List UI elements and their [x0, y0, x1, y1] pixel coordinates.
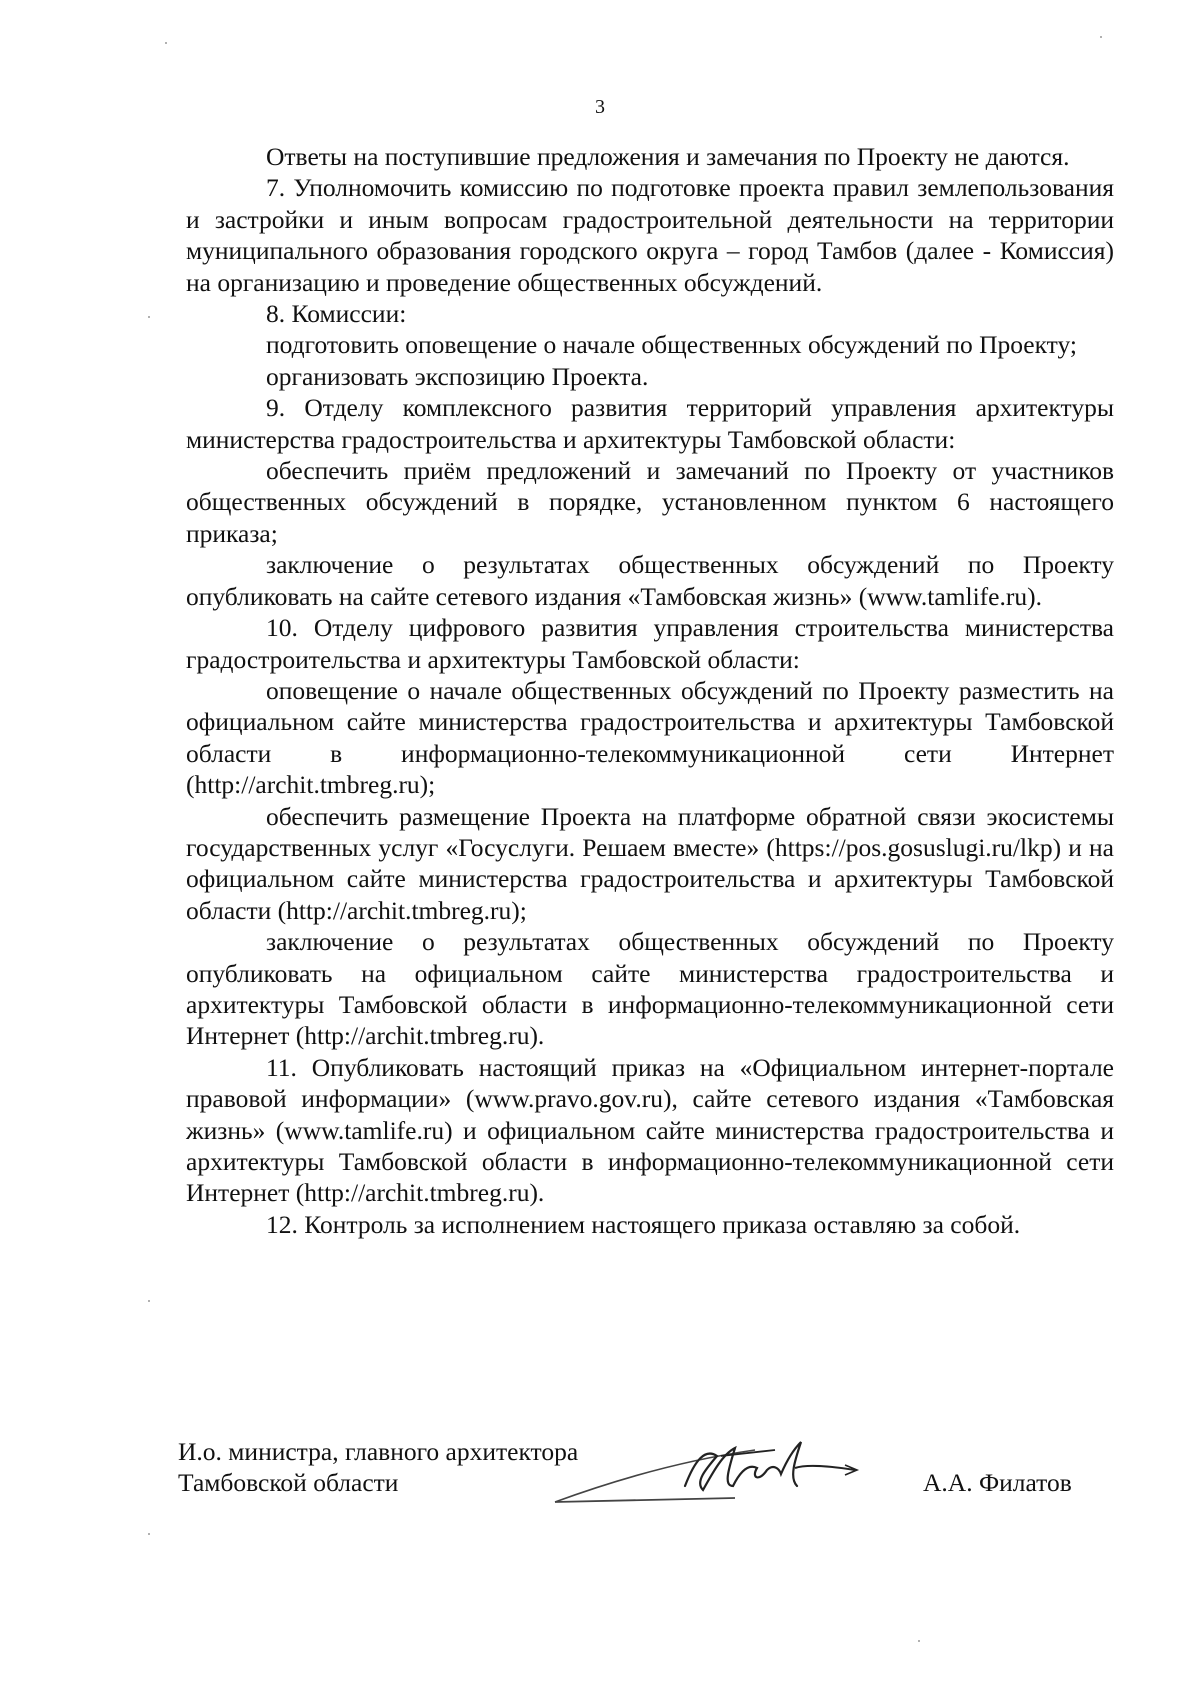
paragraph: 9. Отделу комплексного развития территорий управления архитектуры министерства градостроительства и архитектуры Тамбовской области:: [186, 393, 1114, 454]
scan-speck: [918, 1640, 920, 1642]
scan-speck: [1100, 36, 1102, 38]
paragraph: 12. Контроль за исполнением настоящего приказа оставляю за собой.: [266, 1209, 1021, 1239]
scan-speck: [148, 316, 150, 318]
paragraph: подготовить оповещение о начале общественных обсуждений по Проекту;: [266, 330, 1077, 360]
paragraph: обеспечить приём предложений и замечаний по Проекту от участников общественных обсуждений в порядке, установленном пунктом 6 настоящего приказа;: [186, 456, 1114, 548]
paragraph: заключение о результатах общественных обсуждений по Проекту опубликовать на сайте сетевого издания «Тамбовская жизнь» (www.tamlife.ru).: [186, 550, 1114, 611]
paragraph: заключение о результатах общественных обсуждений по Проекту опубликовать на официальном сайте министерства градостроительства и архитектуры Тамбовской области в информационно-телекоммуникационной сети Интернет (http://archit.tmbreg.ru).: [186, 927, 1114, 1051]
page-number: 3: [595, 96, 605, 118]
paragraph: 11. Опубликовать настоящий приказ на «Официальном интернет-портале правовой информации» (www.pravo.gov.ru), сайте сетевого издания «Тамбовская жизнь» (www.tamlife.ru) и официальном сайте министерства градостроительства и архитектуры Тамбовской области в информационно-телекоммуникационной сети Интернет (http://archit.tmbreg.ru).: [186, 1052, 1114, 1208]
handwritten-signature: [545, 1420, 915, 1520]
paragraph: обеспечить размещение Проекта на платформе обратной связи экосистемы государственных услуг «Госуслуги. Решаем вместе» (https://pos.gosuslugi.ru/lkp) и на официальном сайте министерства градостроительства и архитектуры Тамбовской области (http://archit.tmbreg.ru);: [186, 801, 1114, 925]
paragraph: организовать экспозицию Проекта.: [266, 361, 649, 391]
scan-speck: [165, 42, 167, 44]
document-body: [186, 141, 1114, 1240]
paragraph: Ответы на поступившие предложения и замечания по Проекту не даются.: [266, 142, 1070, 171]
paragraph: 10. Отделу цифрового развития управления строительства министерства градостроительства и архитектуры Тамбовской области:: [186, 613, 1114, 674]
paragraph: 8. Комиссии:: [266, 299, 407, 329]
signatory-name: А.А. Филатов: [923, 1468, 1072, 1497]
paragraph: оповещение о начале общественных обсуждений по Проекту разместить на официальном сайте министерства градостроительства и архитектуры Тамбовской области в информационно-телекоммуникационной сети Интернет (http://archit.tmbreg.ru);: [186, 675, 1114, 800]
position-line-1: И.о. министра, главного архитектора: [178, 1437, 579, 1466]
paragraph: 7. Уполномочить комиссию по подготовке проекта правил землепользования и застройки и иным вопросам градостроительной деятельности на территории муниципального образования городского округа – город Тамбов (далее - Комиссия) на организацию и проведение общественных обсуждений.: [186, 173, 1114, 297]
position-line-2: Тамбовской области: [178, 1468, 399, 1497]
scan-speck: [148, 1533, 150, 1535]
scan-speck: [148, 1300, 150, 1302]
signatory-position: [178, 1436, 578, 1498]
